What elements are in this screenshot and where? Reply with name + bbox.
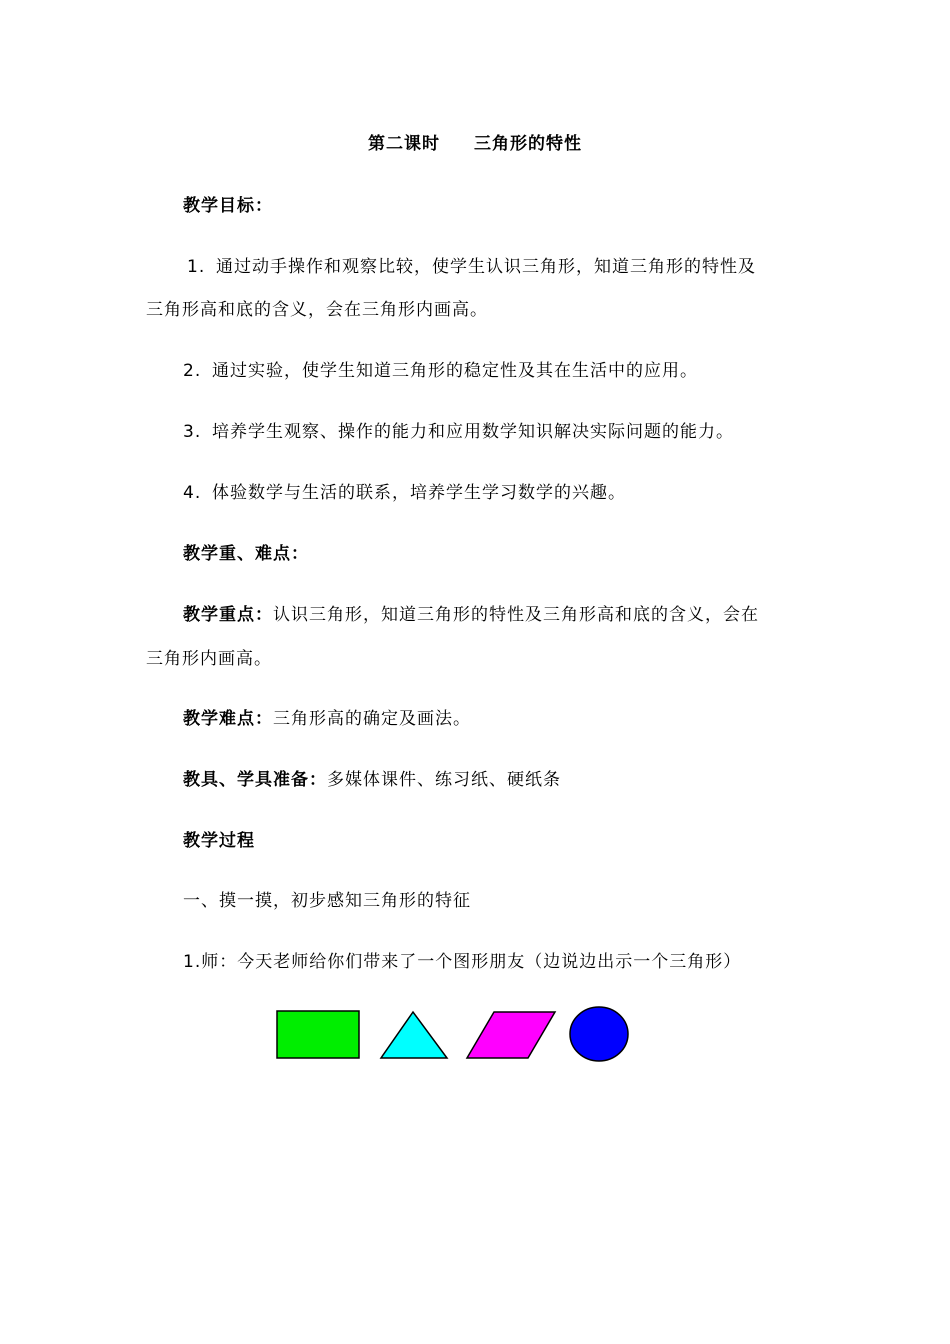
objective-text: 通过动手操作和观察比较，使学生认识三角形，知道三角形的特性及 [216, 257, 756, 277]
materials [183, 769, 561, 791]
teaching-difficulty-text: 三角形高的确定及画法。 [273, 709, 471, 729]
teaching-focus-text: 认识三角形，知道三角形的特性及三角形高和底的含义，会在 [273, 605, 759, 625]
objective-item-1-continued: 三角形高和底的含义，会在三角形内画高。 [146, 300, 488, 320]
teaching-focus-label: 教学重点： [183, 605, 273, 625]
objective-number: 4. [183, 483, 202, 503]
key-points-heading: 教学重、难点： [183, 544, 309, 564]
teaching-difficulty-label: 教学难点： [183, 709, 273, 729]
teaching-focus-continued: 三角形内画高。 [146, 649, 272, 669]
teaching-focus [183, 604, 759, 626]
rectangle-shape [277, 1011, 359, 1058]
objective-item-4 [183, 482, 626, 504]
objective-item-1 [187, 256, 756, 278]
objective-text: 体验数学与生活的联系，培养学生学习数学的兴趣。 [212, 483, 626, 503]
objective-number: 1. [187, 257, 206, 277]
objective-number: 3. [183, 422, 202, 442]
objective-text: 通过实验，使学生知道三角形的稳定性及其在生活中的应用。 [212, 361, 698, 381]
circle-shape [570, 1007, 628, 1061]
process-heading: 教学过程 [183, 831, 255, 851]
objective-item-2 [183, 360, 698, 382]
objective-text: 培养学生观察、操作的能力和应用数学知识解决实际问题的能力。 [212, 422, 734, 442]
shapes-figure [270, 1000, 640, 1070]
process-section-1: 一、摸一摸，初步感知三角形的特征 [183, 891, 471, 911]
materials-label: 教具、学具准备： [183, 770, 327, 790]
triangle-shape [381, 1012, 447, 1058]
lesson-number: 第二课时 [368, 134, 440, 154]
parallelogram-shape [467, 1012, 555, 1058]
lesson-topic: 三角形的特性 [474, 134, 582, 154]
materials-text: 多媒体课件、练习纸、硬纸条 [327, 770, 561, 790]
objective-number: 2. [183, 361, 202, 381]
teaching-difficulty [183, 708, 471, 730]
process-step-1: 1.师：今天老师给你们带来了一个图形朋友（边说边出示一个三角形） [183, 952, 742, 972]
objective-item-3 [183, 421, 734, 443]
page-title [0, 133, 950, 155]
objectives-heading: 教学目标： [183, 196, 273, 216]
